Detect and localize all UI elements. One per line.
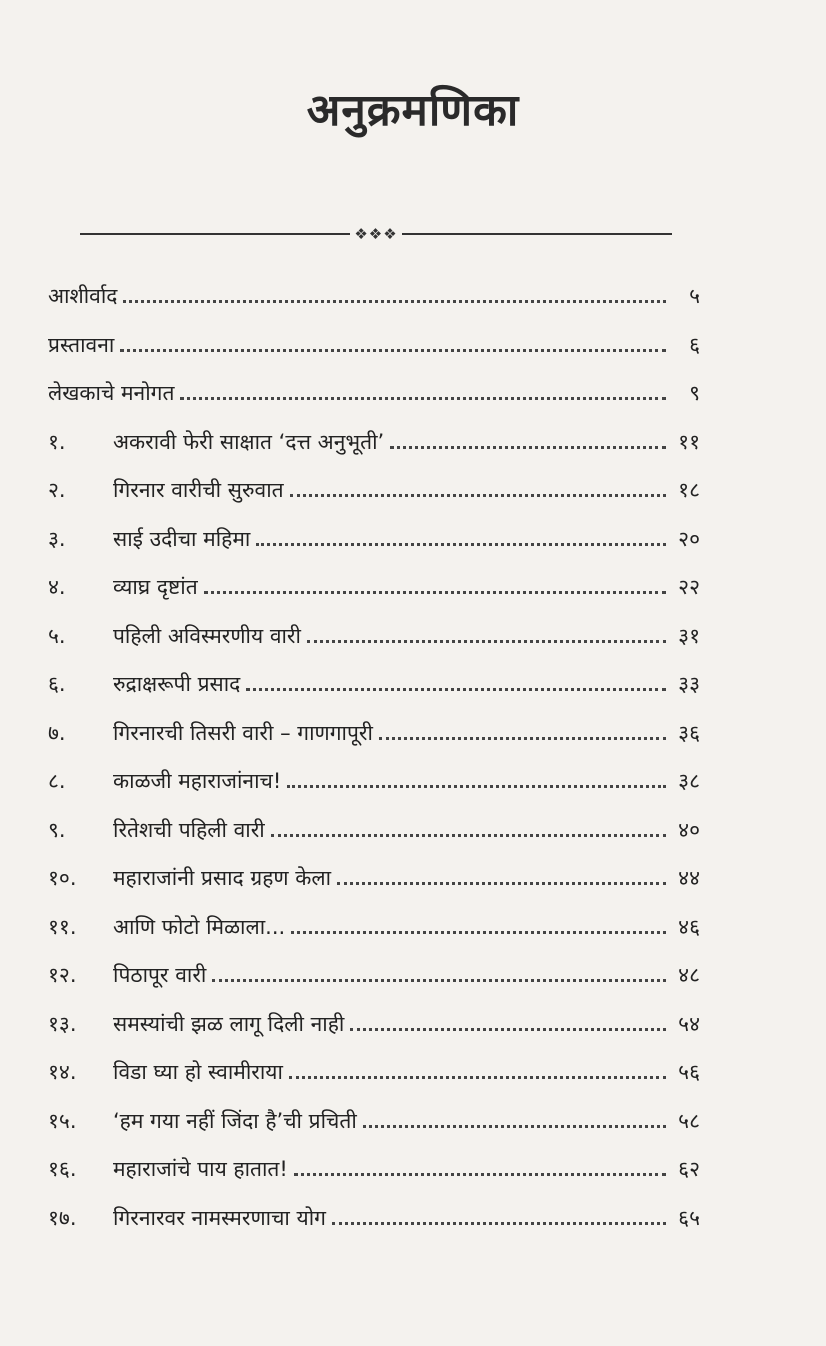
toc-entry (48, 1107, 700, 1137)
chapter-title: महाराजांचे पाय हातात! (113, 1157, 288, 1181)
chapter-number: १२. (48, 963, 77, 987)
chapter-title: पिठापूर वारी (113, 963, 207, 987)
toc-entry (48, 379, 700, 409)
chapter-title: गिरनार वारीची सुरुवात (113, 478, 284, 502)
page-number: ६५ (678, 1205, 700, 1230)
page-number: ५६ (678, 1060, 700, 1084)
toc-entry (48, 573, 700, 603)
toc-entry (48, 961, 700, 991)
chapter-title: पहिली अविस्मरणीय वारी (113, 623, 301, 648)
page-number: ६ (689, 332, 700, 357)
dot-leader (307, 640, 666, 643)
page-number: ५८ (678, 1108, 700, 1133)
divider-line-left (80, 233, 350, 235)
page-number: ४६ (678, 914, 700, 939)
diamond-ornament-icon: ❖❖❖ (354, 225, 398, 243)
toc-entry (48, 622, 700, 652)
toc-entry (48, 331, 700, 361)
chapter-title: लेखकाचे मनोगत (48, 381, 175, 405)
ornamental-divider (80, 222, 672, 246)
divider-line-right (402, 233, 672, 235)
chapter-title: काळजी महाराजांनाच! (113, 769, 282, 793)
page-number: ३८ (678, 769, 700, 793)
page-number: ६२ (678, 1157, 700, 1181)
dot-leader (379, 737, 666, 740)
dot-leader (287, 785, 666, 788)
toc-entry (48, 719, 700, 749)
chapter-title: व्याघ्र दृष्टांत (113, 575, 198, 599)
dot-leader (289, 1076, 666, 1079)
chapter-title: विडा घ्या हो स्वामीराया (113, 1060, 283, 1084)
page-number: ३३ (678, 672, 700, 696)
chapter-title: आणि फोटो मिळाला... (113, 914, 286, 939)
page-number: ४८ (678, 963, 700, 987)
dot-leader (290, 494, 666, 497)
toc-entry (48, 1204, 700, 1234)
chapter-number: १३. (48, 1011, 77, 1036)
dot-leader (363, 1125, 666, 1128)
dot-leader (337, 882, 666, 885)
chapter-title: आशीर्वाद (48, 284, 118, 308)
toc-entry (48, 428, 700, 458)
chapter-title: गिरनारची तिसरी वारी – गाणगापूरी (113, 720, 373, 745)
toc-entry (48, 476, 700, 506)
chapter-title: गिरनारवर नामस्मरणाचा योग (113, 1205, 326, 1230)
chapter-number: १०. (48, 866, 77, 890)
chapter-title: रुद्राक्षरूपी प्रसाद (113, 672, 241, 696)
chapter-title: महाराजांनी प्रसाद ग्रहण केला (113, 866, 332, 890)
dot-leader (180, 397, 666, 400)
dot-leader (246, 688, 666, 691)
chapter-title: अकरावी फेरी साक्षात ‘दत्त अनुभूती’ (113, 429, 385, 454)
chapter-number: ६. (48, 672, 66, 696)
chapter-number: ३. (48, 526, 66, 551)
page-number: ४० (678, 817, 700, 842)
dot-leader (123, 300, 666, 303)
chapter-number: ७. (48, 720, 66, 745)
page-number: ३६ (678, 720, 700, 745)
chapter-number: ९. (48, 817, 66, 842)
chapter-number: १४. (48, 1060, 77, 1084)
toc-entry (48, 816, 700, 846)
toc-entry (48, 1155, 700, 1185)
page-number: २२ (678, 575, 700, 599)
chapter-number: २. (48, 478, 66, 502)
chapter-title: प्रस्तावना (48, 332, 115, 357)
page-number: ४४ (678, 866, 700, 890)
chapter-title: रितेशची पहिली वारी (113, 817, 265, 842)
toc-entry (48, 525, 700, 555)
dot-leader (256, 543, 666, 546)
chapter-number: ४. (48, 575, 66, 599)
chapter-title: समस्यांची झळ लागू दिली नाही (113, 1011, 345, 1036)
chapter-number: ११. (48, 914, 77, 939)
chapter-number: १५. (48, 1108, 77, 1133)
dot-leader (291, 931, 666, 934)
dot-leader (332, 1222, 666, 1225)
chapter-number: १६. (48, 1157, 77, 1181)
page-number: ९ (689, 381, 700, 405)
chapter-number: १७. (48, 1205, 77, 1230)
page-number: ५४ (678, 1011, 700, 1036)
chapter-number: १. (48, 429, 66, 454)
page-number: २० (678, 526, 700, 551)
dot-leader (390, 446, 666, 449)
dot-leader (212, 979, 666, 982)
page-title: अनुक्रमणिका (306, 85, 520, 136)
page-number: ५ (689, 284, 700, 308)
toc-entry (48, 1010, 700, 1040)
chapter-title: ‘हम गया नहीं जिंदा है’ची प्रचिती (113, 1108, 357, 1133)
page-number: १८ (678, 478, 700, 502)
toc-entry (48, 1058, 700, 1088)
dot-leader (204, 591, 666, 594)
toc-entry (48, 864, 700, 894)
dot-leader (294, 1173, 666, 1176)
toc-entry (48, 767, 700, 797)
chapter-number: ५. (48, 623, 66, 648)
toc-entry (48, 913, 700, 943)
dot-leader (120, 349, 666, 352)
dot-leader (271, 834, 666, 837)
chapter-number: ८. (48, 769, 66, 793)
toc-entry (48, 670, 700, 700)
page-number: ११ (678, 429, 700, 454)
dot-leader (350, 1028, 666, 1031)
page-number: ३१ (678, 623, 700, 648)
chapter-title: साई उदीचा महिमा (113, 526, 251, 551)
toc-entry (48, 282, 700, 312)
